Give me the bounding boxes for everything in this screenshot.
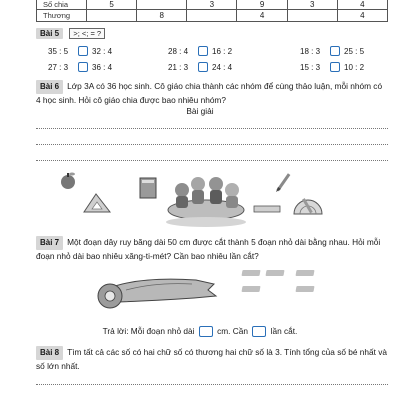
- ribbon-piece: [241, 286, 260, 292]
- table-cell: 9: [237, 0, 287, 10]
- bai8-text: Tìm tất cả các số có hai chữ số có thương hai chữ số là 3. Tính tổng của số bé nhất và số lớn nhất.: [36, 347, 388, 371]
- table-cell: 4: [337, 0, 387, 10]
- comparison-row: [48, 46, 400, 56]
- bai8-tag: Bài 8: [36, 346, 63, 360]
- answer-line[interactable]: [36, 160, 388, 161]
- table-row: [37, 0, 388, 10]
- bai6-question: [36, 80, 388, 106]
- bai7-tag: Bài 7: [36, 236, 63, 250]
- length-answer-box[interactable]: [199, 326, 213, 337]
- ribbon-piece: [265, 270, 284, 276]
- division-table: [36, 0, 388, 22]
- table-cell[interactable]: [287, 10, 337, 22]
- right-expr: 16 : 2: [212, 46, 233, 56]
- bai7-text: Một đoạn dây ruy băng dài 50 cm được cắt thành 5 đoạn nhỏ dài bằng nhau. Hỏi mỗi đoạn nhỏ dài bao nhiêu xăng-ti-mét? Cần bao nhiêu lần cắt?: [36, 237, 381, 261]
- children-table-icon: [166, 177, 246, 227]
- answer-box[interactable]: [198, 46, 208, 56]
- answer-line[interactable]: [36, 144, 388, 145]
- bai7-answer: [0, 326, 400, 337]
- answer-box[interactable]: [330, 46, 340, 56]
- left-expr: 15 : 3: [300, 62, 321, 72]
- comparison-row: [48, 62, 400, 72]
- table-cell: 4: [237, 10, 287, 22]
- table-cell: [137, 0, 187, 10]
- table-row-label: Số chia: [37, 0, 87, 10]
- classroom-illustration: [36, 168, 388, 230]
- set-square-icon: [84, 194, 110, 212]
- apple-icon: [61, 173, 75, 190]
- bai5-tag: Bài 5: [36, 28, 63, 39]
- bai6-tag: Bài 6: [36, 80, 63, 94]
- solution-title: Bài giải: [186, 106, 214, 116]
- table-row: [37, 10, 388, 22]
- book-icon: [140, 178, 156, 198]
- table-cell[interactable]: [187, 10, 237, 22]
- right-expr: 24 : 4: [212, 62, 233, 72]
- table-cell: 3: [287, 0, 337, 10]
- left-expr: 27 : 3: [48, 62, 69, 72]
- table-row-label: Thương: [37, 10, 87, 22]
- ribbon-piece: [295, 286, 314, 292]
- right-expr: 32 : 4: [92, 46, 113, 56]
- table-cell[interactable]: [87, 10, 137, 22]
- right-expr: 10 : 2: [344, 62, 365, 72]
- comparison-item: [48, 62, 166, 72]
- answer-box[interactable]: [198, 62, 208, 72]
- left-expr: 18 : 3: [300, 46, 321, 56]
- comparison-item: [300, 62, 400, 72]
- cuts-answer-box[interactable]: [252, 326, 266, 337]
- ribbon-roll-icon: [96, 268, 226, 314]
- comparison-item: [300, 46, 400, 56]
- ruler-icon: [254, 206, 280, 212]
- left-expr: 21 : 3: [168, 62, 189, 72]
- right-expr: 25 : 5: [344, 46, 365, 56]
- comparison-item: [168, 46, 286, 56]
- answer-box[interactable]: [78, 46, 88, 56]
- bai6-text: Lớp 3A có 36 học sinh. Cô giáo chia thành các nhóm để cùng thảo luận, mỗi nhóm có 4 học sinh. Hỏi cô giáo chia được bao nhiêu nhóm?: [36, 81, 383, 105]
- left-expr: 28 : 4: [168, 46, 189, 56]
- comparison-item: [168, 62, 286, 72]
- answer-box[interactable]: [330, 62, 340, 72]
- pencil-icon: [276, 173, 290, 192]
- bai7-question: [36, 236, 388, 262]
- answer-line[interactable]: [36, 384, 388, 385]
- table-cell: 8: [137, 10, 187, 22]
- table-cell: 4: [337, 10, 387, 22]
- answer-line[interactable]: [36, 128, 388, 129]
- answer-text: Trả lời: Mỗi đoạn nhỏ dài: [102, 326, 195, 336]
- table-cell: 5: [87, 0, 137, 10]
- comparison-item: [48, 46, 166, 56]
- table-cell: 3: [187, 0, 237, 10]
- comparison-symbols: >; <; = ?: [69, 28, 105, 39]
- right-expr: 36 : 4: [92, 62, 113, 72]
- bai5-header: [36, 28, 105, 39]
- bai8-question: [36, 346, 388, 372]
- answer-text: cm. Cần: [217, 326, 248, 336]
- answer-text: lần cắt.: [270, 326, 298, 336]
- protractor-icon: [294, 198, 322, 214]
- answer-box[interactable]: [78, 62, 88, 72]
- left-expr: 35 : 5: [48, 46, 69, 56]
- ribbon-piece: [241, 270, 260, 276]
- ribbon-piece: [295, 270, 314, 276]
